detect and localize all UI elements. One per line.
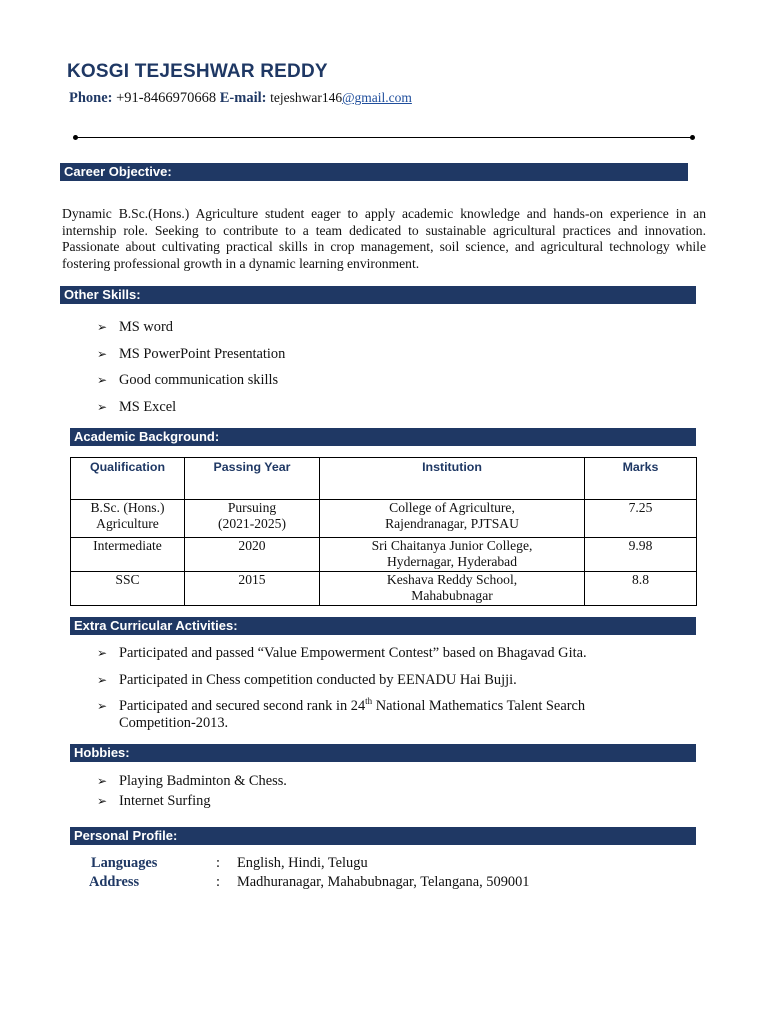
list-item: ➢ Participated in Chess competition conducted by EENADU Hai Bujji.	[97, 671, 517, 688]
arrow-bullet-icon: ➢	[97, 672, 108, 687]
cell-institution: Sri Chaitanya Junior College, Hydernagar, Hyderabad	[320, 538, 585, 572]
contact-line	[69, 90, 412, 107]
cell-passing-year: 2020	[185, 538, 320, 572]
table-row	[71, 572, 697, 606]
list-item: ➢ Playing Badminton & Chess.	[97, 773, 287, 789]
cell-marks: 9.98	[585, 538, 697, 572]
arrow-bullet-icon: ➢	[97, 399, 108, 414]
arrow-bullet-icon: ➢	[97, 774, 108, 788]
section-career-objective: Career Objective:	[60, 163, 688, 181]
hobbies-list	[97, 771, 287, 811]
section-extra-curricular: Extra Curricular Activities:	[70, 617, 696, 635]
cell-institution: College of Agriculture, Rajendranagar, PJTSAU	[320, 500, 585, 538]
cell-qualification: B.Sc. (Hons.) Agriculture	[71, 500, 185, 538]
header-institution: Institution	[320, 458, 585, 500]
languages-label: Languages	[91, 855, 158, 871]
arrow-bullet-icon: ➢	[97, 346, 108, 361]
header-passing-year: Passing Year	[185, 458, 320, 500]
address-separator: :	[216, 874, 220, 890]
address-value: Madhuranagar, Mahabubnagar, Telangana, 509001	[237, 874, 530, 890]
cell-institution: Keshava Reddy School, Mahabubnagar	[320, 572, 585, 606]
cell-qualification: SSC	[71, 572, 185, 606]
arrow-bullet-icon: ➢	[97, 320, 108, 334]
section-hobbies: Hobbies:	[70, 744, 696, 762]
arrow-bullet-icon: ➢	[97, 794, 108, 808]
header-qualification: Qualification	[71, 458, 185, 500]
cell-passing-year: 2015	[185, 572, 320, 606]
list-item: ➢ Good communication skills	[97, 367, 285, 394]
cell-marks: 8.8	[585, 572, 697, 606]
arrow-bullet-icon: ➢	[97, 373, 108, 387]
phone-number: +91-8466970668	[116, 90, 217, 106]
cell-qualification: Intermediate	[71, 538, 185, 572]
rule-right-dot	[690, 135, 695, 140]
cell-marks: 7.25	[585, 500, 697, 538]
list-item: ➢ Participated and passed “Value Empowerment Contest” based on Bhagavad Gita.	[97, 645, 587, 661]
candidate-name: KOSGI TEJESHWAR REDDY	[67, 61, 328, 82]
skills-list	[97, 314, 285, 420]
phone-label: Phone:	[69, 90, 113, 106]
section-personal-profile: Personal Profile:	[70, 827, 696, 845]
table-header-row	[71, 458, 697, 500]
list-item: ➢ Internet Surfing	[97, 793, 211, 809]
list-item: ➢ MS word	[97, 314, 285, 341]
career-objective-text: Dynamic B.Sc.(Hons.) Agriculture student eager to apply academic knowledge and hands-on experience in an internship role. Seeking to contribute to a team dedicated to sustainable agricultural practices and innovation. Passionate about cultivating practical skills in crop management, soil science, and agricultural technology while fostering professional growth in a dynamic learning environment.	[62, 206, 706, 271]
arrow-bullet-icon: ➢	[97, 646, 108, 660]
list-item: ➢ MS Excel	[97, 394, 285, 421]
email-label: E-mail:	[219, 90, 267, 106]
list-item: ➢ Participated and secured second rank in 24th National Mathematics Talent Search Competition-2013.	[97, 696, 586, 731]
activities-list	[97, 645, 657, 731]
address-label: Address	[89, 874, 140, 890]
academic-table	[70, 457, 697, 606]
list-item: ➢ MS PowerPoint Presentation	[97, 341, 285, 368]
table-row	[71, 500, 697, 538]
cell-passing-year: Pursuing (2021-2025)	[185, 500, 320, 538]
email-domain-link[interactable]: @gmail.com	[342, 90, 412, 105]
header-marks: Marks	[585, 458, 697, 500]
table-row	[71, 538, 697, 572]
email-user: tejeshwar146	[270, 90, 343, 105]
arrow-bullet-icon: ➢	[97, 699, 108, 713]
languages-value: English, Hindi, Telugu	[237, 855, 368, 871]
section-academic-background: Academic Background:	[70, 428, 696, 446]
section-other-skills: Other Skills:	[60, 286, 696, 304]
header-divider	[75, 137, 692, 138]
languages-separator: :	[216, 855, 220, 871]
